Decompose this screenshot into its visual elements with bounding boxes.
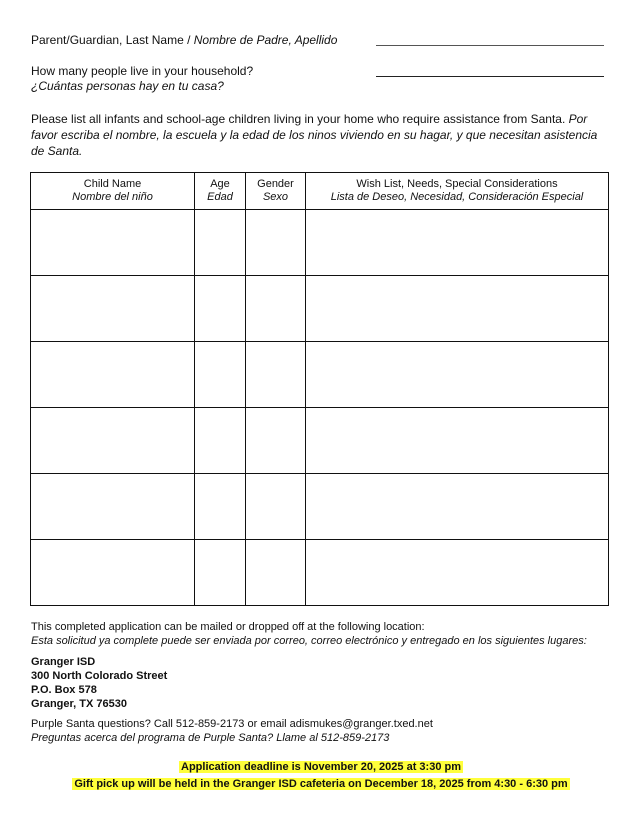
mailing-address: [31, 655, 167, 711]
address-line: 300 North Colorado Street: [31, 670, 168, 682]
gender-cell[interactable]: [246, 408, 306, 474]
table-row: [31, 276, 609, 342]
gender-cell[interactable]: [246, 276, 306, 342]
notices: [0, 758, 642, 792]
address-line: P.O. Box 578: [31, 684, 97, 696]
wish-list-cell[interactable]: [306, 408, 609, 474]
table-row: [31, 342, 609, 408]
wish-list-cell[interactable]: [306, 342, 609, 408]
gender-cell[interactable]: [246, 474, 306, 540]
wish-list-cell[interactable]: [306, 210, 609, 276]
age-cell[interactable]: [195, 540, 246, 606]
col-age: Age Edad: [195, 173, 246, 210]
parent-name-field[interactable]: [376, 45, 604, 46]
mailing-instructions: This completed application can be mailed or dropped off at the following location: Esta solicitud ya complete puede ser enviada por correo, correo electrónico y entregado en los siguientes lugares:: [31, 621, 587, 647]
child-name-cell[interactable]: [31, 276, 195, 342]
child-name-cell[interactable]: [31, 540, 195, 606]
table-row: [31, 408, 609, 474]
children-table: [30, 172, 609, 606]
address-line: Granger, TX 76530: [31, 698, 127, 710]
table-row: [31, 210, 609, 276]
household-question: How many people live in your household? ¿Cuántas personas hay en tu casa?: [31, 64, 254, 93]
wish-list-cell[interactable]: [306, 474, 609, 540]
age-cell[interactable]: [195, 342, 246, 408]
household-count-field[interactable]: [376, 76, 604, 77]
gender-cell[interactable]: [246, 210, 306, 276]
wish-list-cell[interactable]: [306, 276, 609, 342]
gender-cell[interactable]: [246, 540, 306, 606]
child-name-cell[interactable]: [31, 474, 195, 540]
parent-guardian-label: Parent/Guardian, Last Name / Nombre de Padre, Apellido: [31, 33, 338, 47]
age-cell[interactable]: [195, 408, 246, 474]
pickup-notice: Gift pick up will be held in the Granger ISD cafeteria on December 18, 2025 from 4:30 - 6:30 pm: [74, 778, 568, 790]
age-cell[interactable]: [195, 210, 246, 276]
child-name-cell[interactable]: [31, 408, 195, 474]
address-line: Granger ISD: [31, 656, 96, 668]
deadline-notice: Application deadline is November 20, 2025 at 3:30 pm: [181, 761, 461, 773]
wish-list-cell[interactable]: [306, 540, 609, 606]
gender-cell[interactable]: [246, 342, 306, 408]
child-name-cell[interactable]: [31, 342, 195, 408]
age-cell[interactable]: [195, 276, 246, 342]
table-row: [31, 474, 609, 540]
table-row: [31, 540, 609, 606]
table-header-row: [31, 173, 609, 210]
child-name-cell[interactable]: [31, 210, 195, 276]
col-gender: Gender Sexo: [246, 173, 306, 210]
col-wish-list: Wish List, Needs, Special Considerations Lista de Deseo, Necesidad, Consideración Especial: [306, 173, 609, 210]
list-instructions: Please list all infants and school-age children living in your home who require assistance from Santa. Por favor escriba el nombre, la escuela y la edad de los ninos viviendo en su hagar, y que necesitan asistencia de Santa.: [31, 112, 598, 158]
age-cell[interactable]: [195, 474, 246, 540]
col-child-name: Child Name Nombre del niño: [31, 173, 195, 210]
contact-info: Purple Santa questions? Call 512-859-2173 or email adismukes@granger.txed.net Preguntas acerca del programa de Purple Santa? Llame al 512-859-2173: [31, 718, 433, 744]
